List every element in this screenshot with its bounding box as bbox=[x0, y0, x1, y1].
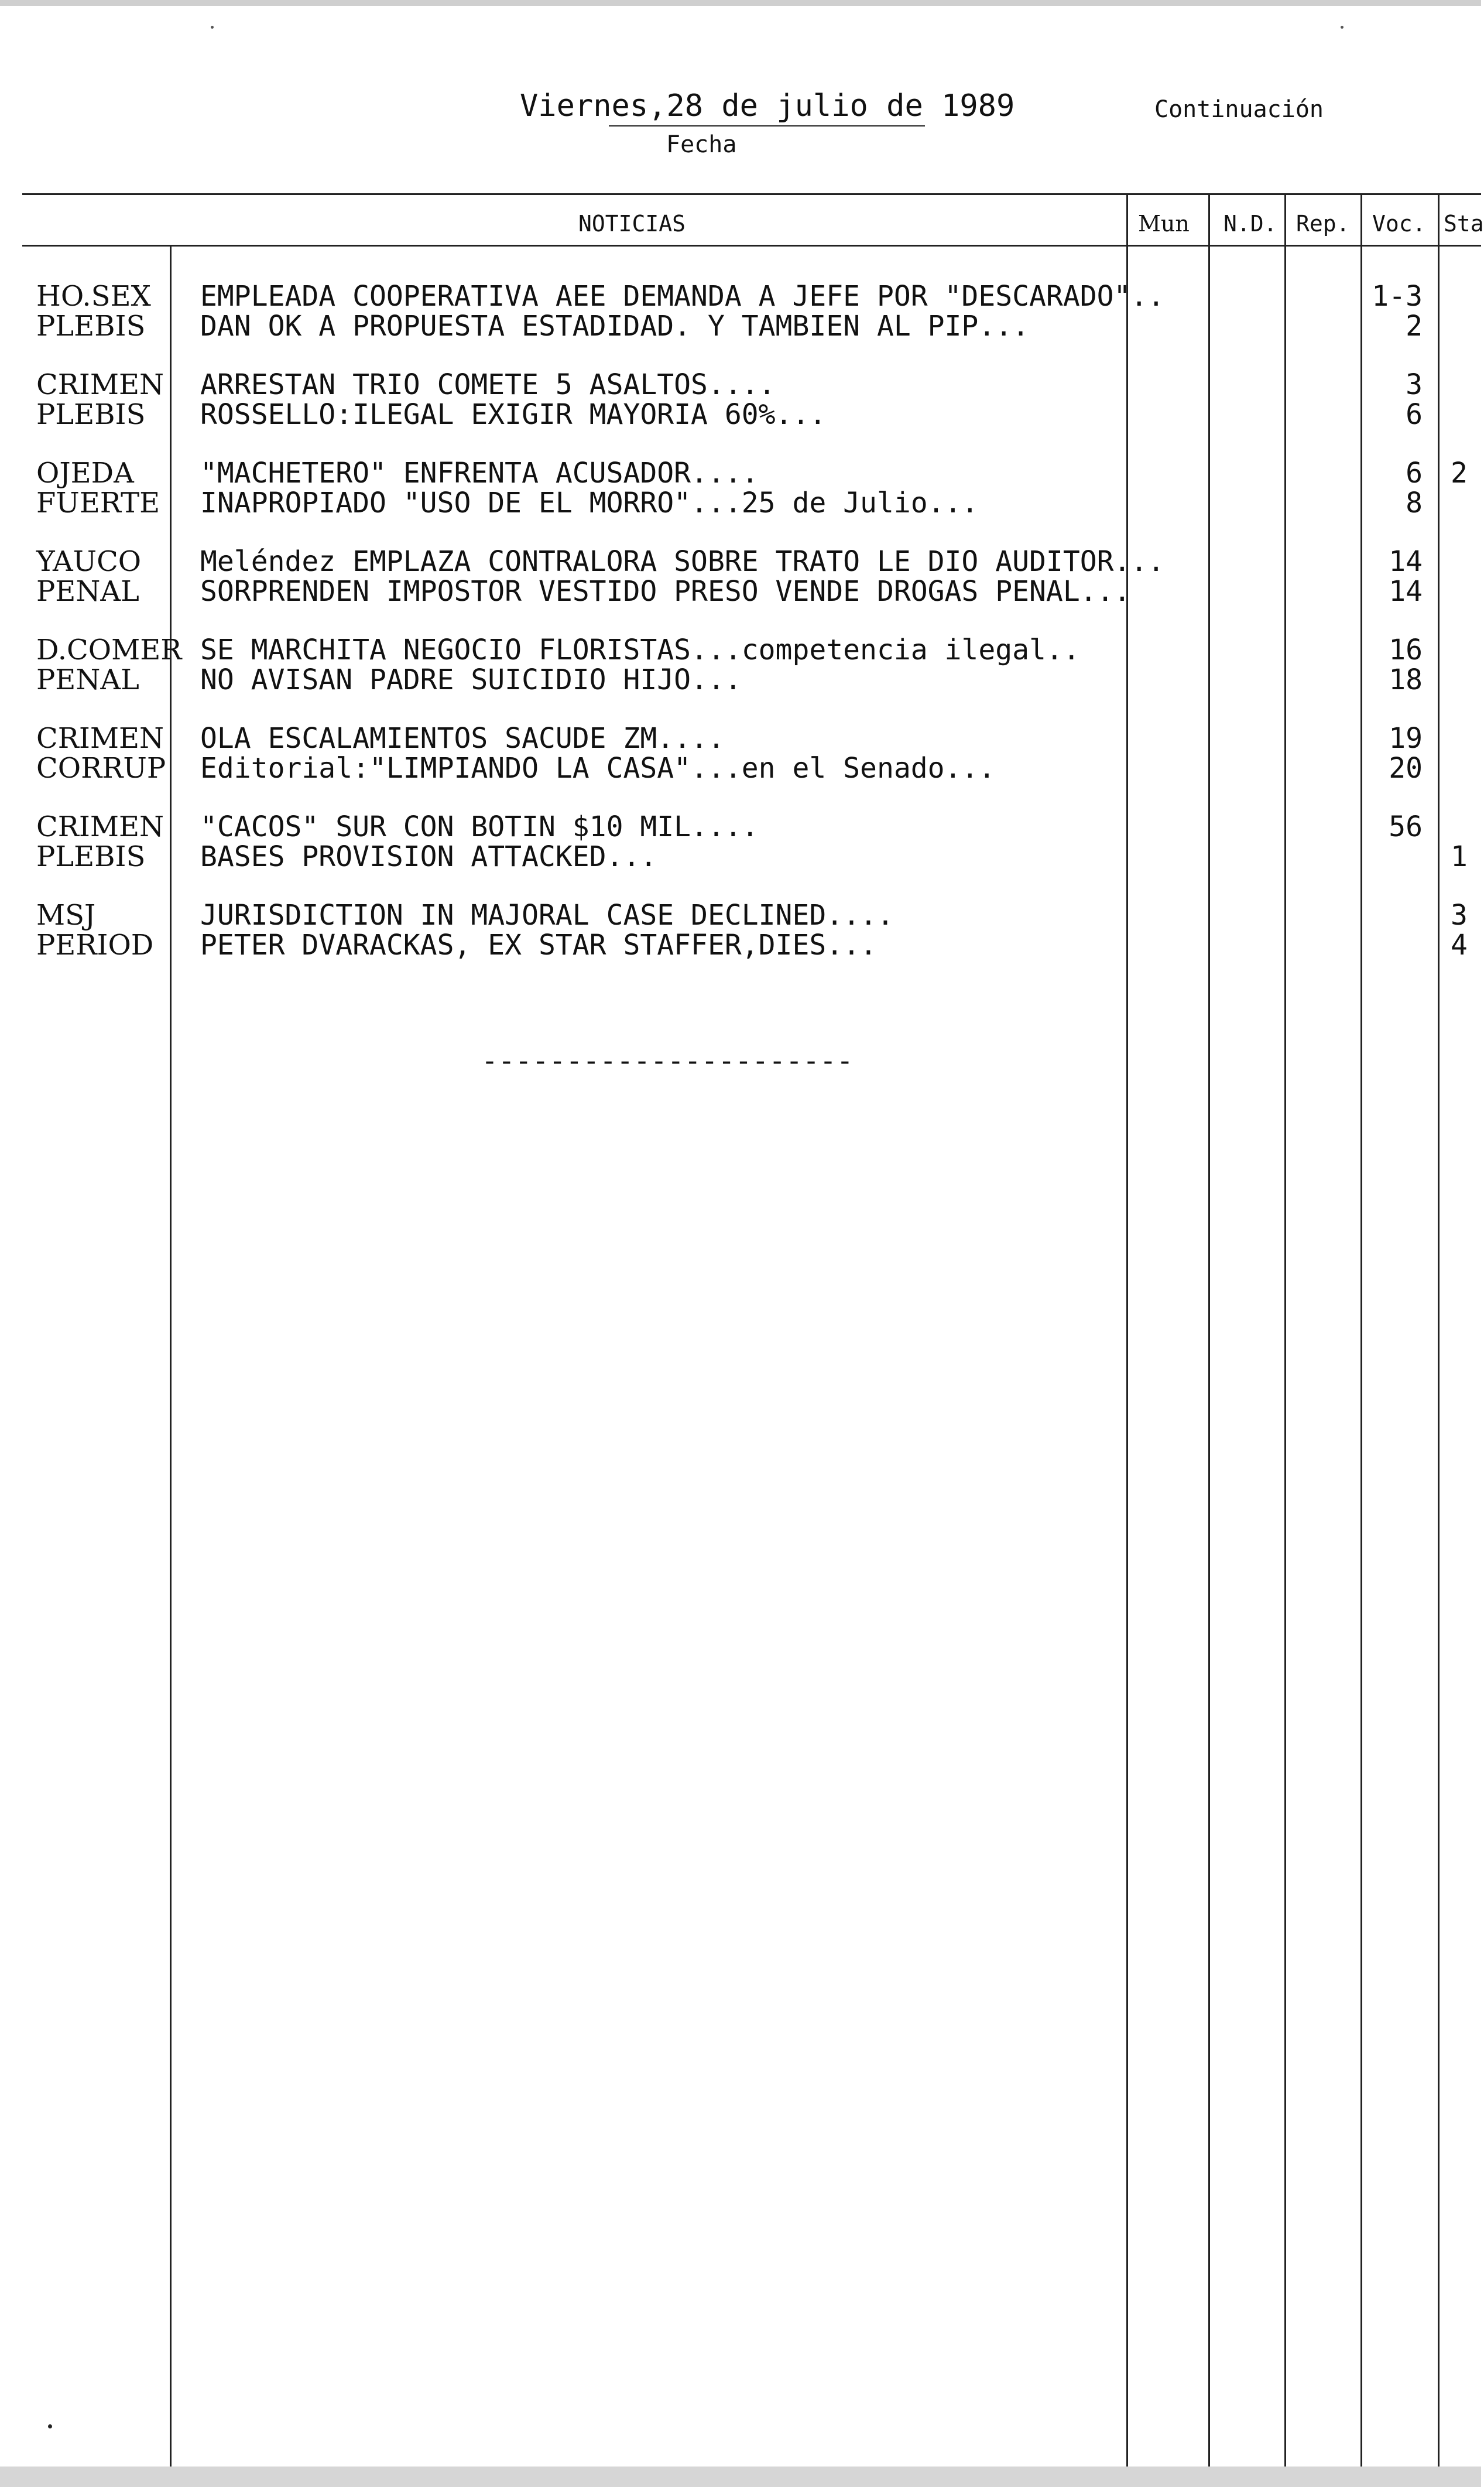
row-headline: ROSSELLO:ILEGAL EXIGIR MAYORIA 60%... bbox=[200, 398, 827, 431]
column-header-sta: Sta bbox=[1444, 211, 1484, 237]
scan-bottom-edge bbox=[0, 2467, 1481, 2487]
scan-top-edge bbox=[0, 0, 1481, 6]
row-category: YAUCO bbox=[36, 545, 142, 578]
row-voc-page: 6 bbox=[1406, 398, 1423, 431]
row-headline: Meléndez EMPLAZA CONTRALORA SOBRE TRATO LE DIO AUDITOR... bbox=[200, 545, 1165, 578]
scan-speck bbox=[211, 26, 214, 29]
row-category: OJEDA bbox=[36, 457, 134, 490]
voc-divider bbox=[1360, 193, 1362, 2467]
row-headline: NO AVISAN PADRE SUICIDIO HIJO... bbox=[200, 663, 742, 696]
row-category: CORRUP bbox=[36, 752, 166, 785]
row-headline: "MACHETERO" ENFRENTA ACUSADOR.... bbox=[200, 457, 759, 490]
row-sta-page: 4 bbox=[1451, 929, 1468, 962]
column-header-nd: N.D. bbox=[1223, 211, 1277, 237]
table-header-rule bbox=[22, 245, 1481, 247]
row-headline: JURISDICTION IN MAJORAL CASE DECLINED.... bbox=[200, 899, 894, 932]
row-category: FUERTE bbox=[36, 487, 160, 519]
date-caption: Fecha bbox=[666, 131, 737, 158]
row-category: PLEBIS bbox=[36, 398, 146, 431]
row-category: PERIOD bbox=[36, 929, 154, 962]
column-header-rep: Rep. bbox=[1296, 211, 1350, 237]
row-headline: SE MARCHITA NEGOCIO FLORISTAS...competencia ilegal.. bbox=[200, 634, 1080, 666]
table-top-rule bbox=[22, 193, 1481, 195]
row-category: PLEBIS bbox=[36, 310, 146, 343]
row-category: PENAL bbox=[36, 575, 139, 608]
rep-divider bbox=[1284, 193, 1286, 2467]
row-headline: DAN OK A PROPUESTA ESTADIDAD. Y TAMBIEN AL PIP... bbox=[200, 310, 1030, 343]
row-voc-page: 20 bbox=[1389, 752, 1423, 785]
row-category: CRIMEN bbox=[36, 368, 164, 401]
category-divider bbox=[170, 245, 172, 2467]
row-headline: BASES PROVISION ATTACKED... bbox=[200, 840, 657, 873]
row-voc-page: 18 bbox=[1389, 663, 1423, 696]
row-category: PLEBIS bbox=[36, 840, 146, 873]
row-voc-page: 19 bbox=[1389, 722, 1423, 755]
row-headline: "CACOS" SUR CON BOTIN $10 MIL.... bbox=[200, 810, 759, 843]
row-sta-page: 1 bbox=[1451, 840, 1468, 873]
scan-speck bbox=[1341, 26, 1344, 29]
sta-divider bbox=[1438, 193, 1440, 2467]
row-headline: EMPLEADA COOPERATIVA AEE DEMANDA A JEFE POR "DESCARADO".. bbox=[200, 280, 1165, 313]
row-headline: Editorial:"LIMPIANDO LA CASA"...en el Senado... bbox=[200, 752, 996, 785]
row-headline: INAPROPIADO "USO DE EL MORRO"...25 de Julio... bbox=[200, 487, 979, 519]
row-headline: SORPRENDEN IMPOSTOR VESTIDO PRESO VENDE DROGAS PENAL... bbox=[200, 575, 1131, 608]
row-voc-page: 3 bbox=[1406, 368, 1423, 401]
row-category: PENAL bbox=[36, 663, 139, 696]
row-category: CRIMEN bbox=[36, 810, 164, 843]
row-voc-page: 8 bbox=[1406, 487, 1423, 519]
column-header-voc: Voc. bbox=[1372, 211, 1426, 237]
column-header-mun: Mun bbox=[1138, 211, 1190, 237]
row-headline: PETER DVARACKAS, EX STAR STAFFER,DIES... bbox=[200, 929, 877, 962]
nd-divider bbox=[1208, 193, 1210, 2467]
row-voc-page: 56 bbox=[1389, 810, 1423, 843]
row-voc-page: 14 bbox=[1389, 575, 1423, 608]
row-voc-page: 1-3 bbox=[1372, 280, 1423, 313]
row-headline: OLA ESCALAMIENTOS SACUDE ZM.... bbox=[200, 722, 725, 755]
row-voc-page: 14 bbox=[1389, 545, 1423, 578]
continuation-label: Continuación bbox=[1154, 96, 1324, 123]
row-category: MSJ bbox=[36, 899, 96, 932]
row-category: D.COMER bbox=[36, 634, 182, 666]
row-category: HO.SEX bbox=[36, 280, 151, 313]
row-sta-page: 2 bbox=[1451, 457, 1468, 490]
row-sta-page: 3 bbox=[1451, 899, 1468, 932]
row-voc-page: 2 bbox=[1406, 310, 1423, 343]
row-headline: ARRESTAN TRIO COMETE 5 ASALTOS.... bbox=[200, 368, 776, 401]
date-line: Viernes,28 de julio de 1989 bbox=[520, 88, 1015, 124]
scan-speck bbox=[48, 2424, 52, 2428]
column-header-noticias: NOTICIAS bbox=[578, 211, 686, 237]
mun-divider bbox=[1126, 193, 1128, 2467]
date-underline bbox=[609, 125, 925, 126]
end-rule: ---------------------- bbox=[481, 1045, 854, 1077]
row-category: CRIMEN bbox=[36, 722, 164, 755]
row-voc-page: 16 bbox=[1389, 634, 1423, 666]
row-voc-page: 6 bbox=[1406, 457, 1423, 490]
